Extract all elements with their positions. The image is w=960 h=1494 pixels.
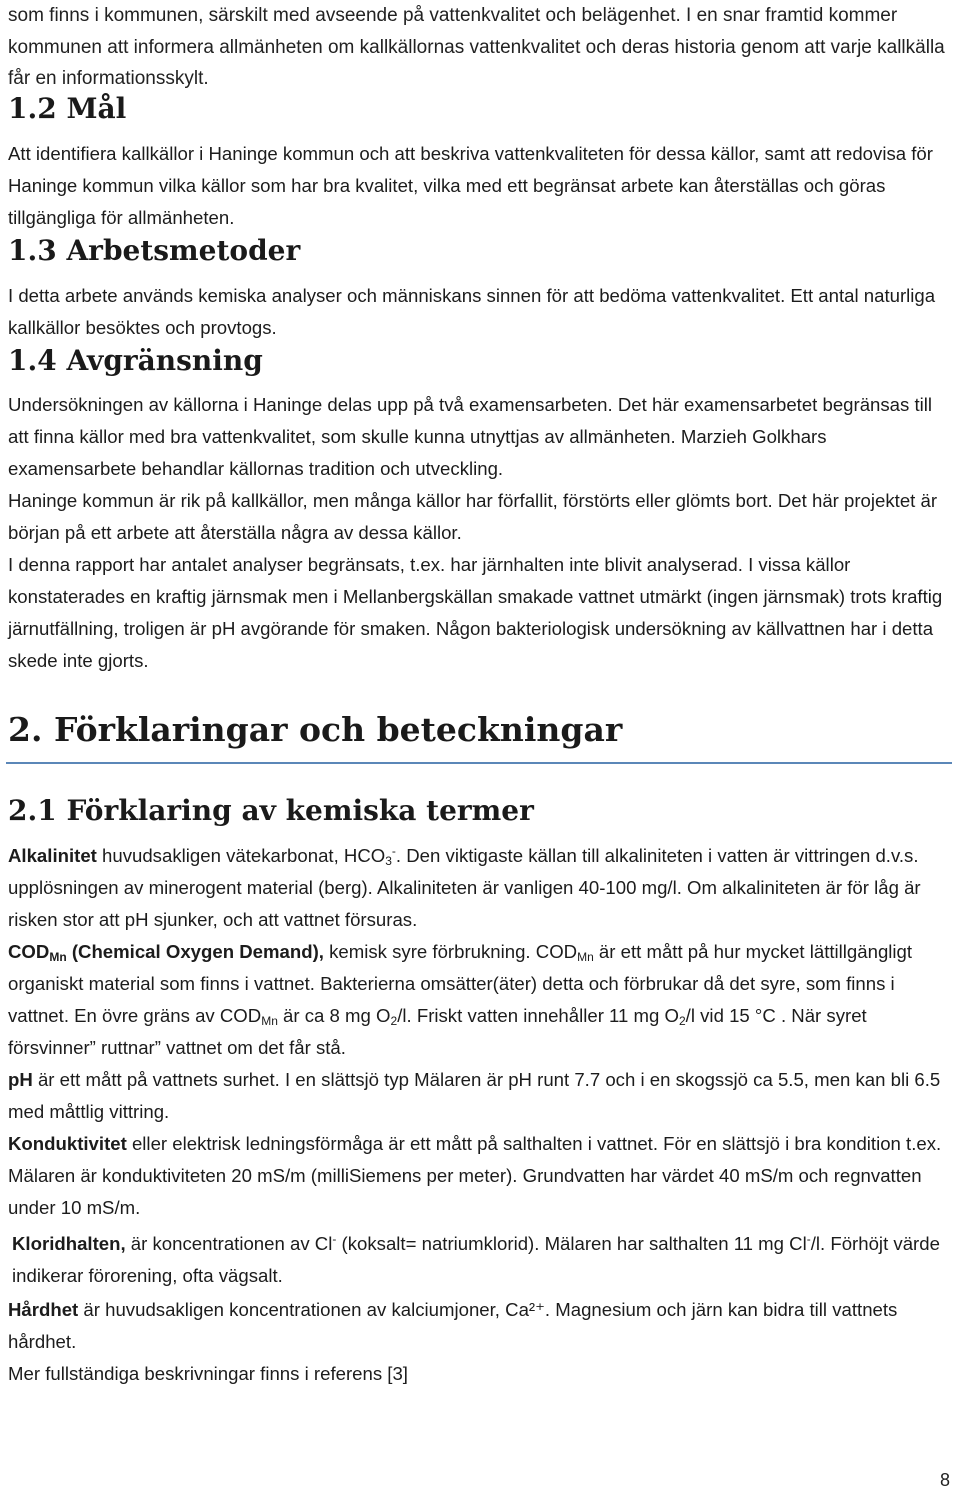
subscript: Mn: [577, 950, 594, 964]
paragraph-1-3: I detta arbete används kemiska analyser och människans sinnen för att bedöma vattenkvalitet. Ett antal naturliga kallkällor besöktes och provtogs.: [8, 285, 936, 338]
term-text: . Den viktigaste källan till alkaliniteten i vatten är vittringen d.v.s. upplösningen av minerogent material (berg). Alkaliniteten är vanligen 40-100 mg/l. Om alkaliniteten är för låg är risken stor att pH sjunker, och att vattnet försuras.: [8, 845, 921, 930]
intro-paragraph: som finns i kommunen, särskilt med avseende på vattenkvalitet och belägenhet. I en snar framtid kommer kommunen att informera allmänheten om kallkällornas vattenkvalitet och deras historia genom att varje kallkälla får en informationsskylt.: [8, 5, 945, 89]
heading-1-4: 1.4 Avgränsning: [8, 344, 263, 377]
term-label: Kloridhalten,: [12, 1233, 126, 1254]
section-1-2: [8, 92, 952, 125]
term-hardhet: [8, 1294, 952, 1358]
section-1-4: [8, 344, 952, 377]
paragraph-1-4-c: I denna rapport har antalet analyser begränsats, t.ex. har järnhalten inte blivit analyserad. I vissa källor konstaterades en kraftig järnsmak men i Mellanbergskällan smakade vattnet utmärkt (ingen järnsmak) trots kraftig järnutfällning, troligen är pH avgörande för smaken. Någon bakteriologisk undersökning av källvattnen har i detta skede inte gjorts.: [8, 554, 943, 671]
term-text: är koncentrationen av Cl: [125, 1233, 333, 1254]
reference-note: Mer fullständiga beskrivningar finns i referens [3]: [8, 1363, 408, 1384]
term-text: är ca 8 mg O: [277, 1005, 391, 1026]
section-2: [8, 710, 952, 749]
term-ph: [8, 1064, 952, 1128]
term-kloridhalten: [8, 1228, 956, 1292]
term-text: är huvudsakligen koncentrationen av kalciumjoner, Ca²⁺. Magnesium och järn kan bidra till vattnets hårdhet.: [8, 1299, 898, 1352]
subscript: Mn: [261, 1014, 278, 1028]
term-label: Alkalinitet: [8, 845, 97, 866]
term-text: /l vid 15 °C . När syret försvinner” ruttnar” vattnet om det får stå.: [8, 1005, 867, 1058]
term-konduktivitet: [8, 1128, 952, 1224]
subscript: 2: [678, 1014, 686, 1028]
section-1-3: [8, 234, 952, 267]
heading-2: 2. Förklaringar och beteckningar: [8, 710, 623, 749]
heading-2-1: 2.1 Förklaring av kemiska termer: [8, 794, 534, 827]
paragraph-1-4-b: Haninge kommun är rik på kallkällor, men många källor har förfallit, förstörts eller glömts bort. Det här projektet är början på ett arbete att återställa några av dessa källor.: [8, 490, 938, 543]
term-label: pH: [8, 1069, 33, 1090]
section-2-1: [8, 794, 952, 827]
term-label: $COD_{Mn}$ (Chemical Oxygen Demand),: [8, 941, 324, 964]
term-text: /l. Friskt vatten innehåller 11 mg O: [397, 1005, 679, 1026]
term-text: är ett mått på vattnets surhet. I en slättsjö typ Mälaren är pH runt 7.7 och i en skogssjö ca 5.5, men kan bli 6.5 med måttlig vittring.: [8, 1069, 941, 1122]
heading-rule: [6, 762, 952, 764]
page-number: 8: [939, 1470, 950, 1490]
term-label: Hårdhet: [8, 1299, 79, 1320]
term-cod: [8, 936, 952, 1064]
superscript: -: [391, 843, 396, 858]
superscript: -: [806, 1231, 811, 1246]
heading-1-3: 1.3 Arbetsmetoder: [8, 234, 301, 267]
term-text: huvudsakligen vätekarbonat, HCO: [96, 845, 386, 866]
paragraph-1-4-a: Undersökningen av källorna i Haninge delas upp på två examensarbeten. Det här examensarbetet begränsas till att finna källor med bra vattenkvalitet, som skulle kunna utnyttjas av allmänheten. Marzieh Golkhars examensarbete behandlar källornas tradition och utveckling.: [8, 394, 933, 479]
term-text: eller elektrisk ledningsförmåga är ett mått på salthalten i vattnet. För en slättsjö i bra kondition t.ex. Mälaren är konduktiviteten 20 mS/m (milliSiemens per meter). Grundvatten har värdet 40 mS/m och regnvatten under 10 mS/m.: [8, 1133, 942, 1218]
term-alkalinitet: [8, 840, 952, 936]
term-text: (koksalt= natriumklorid). Mälaren har salthalten 11 mg Cl: [336, 1233, 807, 1254]
paragraph-1-2: Att identifiera kallkällor i Haninge kommun och att beskriva vattenkvaliteten för dessa källor, samt att redovisa för Haninge kommun vilka källor som har bra kvalitet, vilka med ett begränsat arbete kan återställas och göras tillgängliga för allmänheten.: [8, 143, 933, 228]
term-label: Konduktivitet: [8, 1133, 127, 1154]
term-text: /l. Förhöjt värde indikerar förorening, ofta vägsalt.: [12, 1233, 940, 1286]
term-text: är ett mått på hur mycket lättillgängligt organiskt material som finns i vattnet. Bakterierna omsätter(äter) detta och förbrukar då det syre, som finns i vattnet. En övre gräns av COD: [8, 941, 913, 1026]
subscript: 2: [390, 1014, 398, 1028]
subscript: 3: [385, 854, 392, 868]
heading-1-2: 1.2 Mål: [8, 92, 127, 125]
term-text: kemisk syre förbrukning. COD: [323, 941, 578, 962]
superscript: -: [332, 1231, 337, 1246]
